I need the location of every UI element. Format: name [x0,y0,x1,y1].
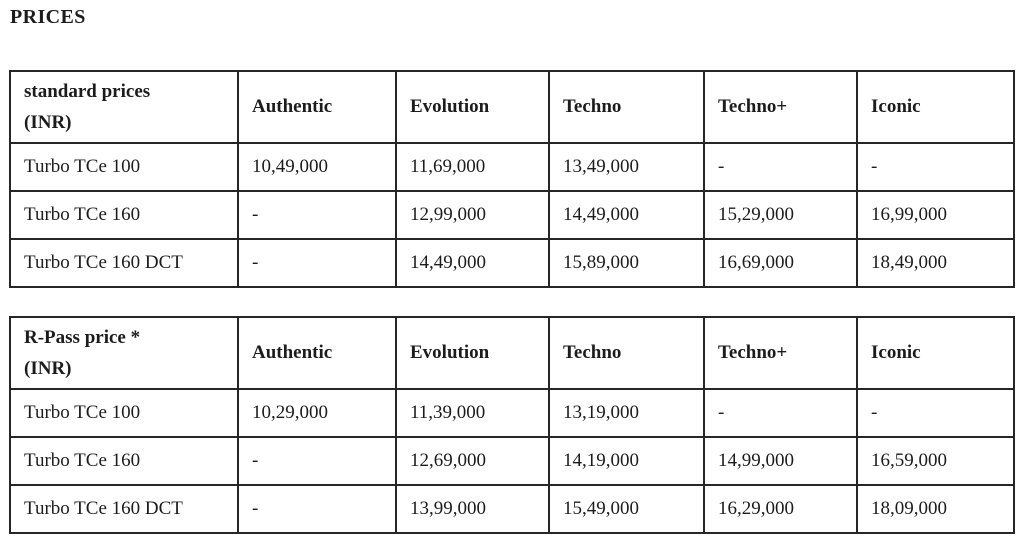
price-cell: 14,49,000 [396,239,549,287]
table-row [10,239,1014,287]
price-cell: 14,19,000 [549,437,704,485]
rpass-prices-table [9,316,1015,534]
table-title-cell [10,317,238,389]
table-row [10,437,1014,485]
table-title-line2: (INR) [24,358,72,379]
model-name: Turbo TCe 160 DCT [10,239,238,287]
column-header-techno-plus: Techno+ [704,71,857,143]
model-name: Turbo TCe 100 [10,389,238,437]
price-cell: 15,49,000 [549,485,704,533]
price-cell: - [857,389,1014,437]
table-title-line1: R-Pass price * [24,326,141,348]
price-cell: 12,69,000 [396,437,549,485]
standard-prices-table [9,70,1015,288]
model-name: Turbo TCe 160 [10,437,238,485]
price-cell: 16,99,000 [857,191,1014,239]
price-cell: 13,99,000 [396,485,549,533]
table-row [10,485,1014,533]
price-cell: 16,29,000 [704,485,857,533]
column-header-evolution: Evolution [396,71,549,143]
price-cell: 12,99,000 [396,191,549,239]
price-cell: 18,09,000 [857,485,1014,533]
price-cell: 13,19,000 [549,389,704,437]
price-cell: - [704,389,857,437]
price-cell: 13,49,000 [549,143,704,191]
price-cell: - [238,485,396,533]
table-title-line1: standard prices [24,80,151,102]
price-cell: 16,69,000 [704,239,857,287]
page-title: PRICES [10,6,86,28]
table-header-row [10,317,1014,389]
table-title-line2: (INR) [24,112,72,133]
price-cell: 10,49,000 [238,143,396,191]
price-cell: - [238,239,396,287]
table-row [10,143,1014,191]
model-name: Turbo TCe 160 [10,191,238,239]
table-row [10,191,1014,239]
price-cell: 14,99,000 [704,437,857,485]
price-cell: - [704,143,857,191]
model-name: Turbo TCe 100 [10,143,238,191]
column-header-techno: Techno [549,317,704,389]
column-header-authentic: Authentic [238,71,396,143]
price-cell: 16,59,000 [857,437,1014,485]
table-header-row [10,71,1014,143]
model-name: Turbo TCe 160 DCT [10,485,238,533]
column-header-evolution: Evolution [396,317,549,389]
column-header-techno-plus: Techno+ [704,317,857,389]
price-cell: 10,29,000 [238,389,396,437]
column-header-authentic: Authentic [238,317,396,389]
price-cell: 14,49,000 [549,191,704,239]
price-cell: - [857,143,1014,191]
table-title-cell [10,71,238,143]
price-cell: 15,89,000 [549,239,704,287]
price-cell: 15,29,000 [704,191,857,239]
price-cell: - [238,437,396,485]
table-row [10,389,1014,437]
price-cell: 11,39,000 [396,389,549,437]
price-cell: 11,69,000 [396,143,549,191]
column-header-techno: Techno [549,71,704,143]
column-header-iconic: Iconic [857,71,1014,143]
price-cell: - [238,191,396,239]
column-header-iconic: Iconic [857,317,1014,389]
price-cell: 18,49,000 [857,239,1014,287]
